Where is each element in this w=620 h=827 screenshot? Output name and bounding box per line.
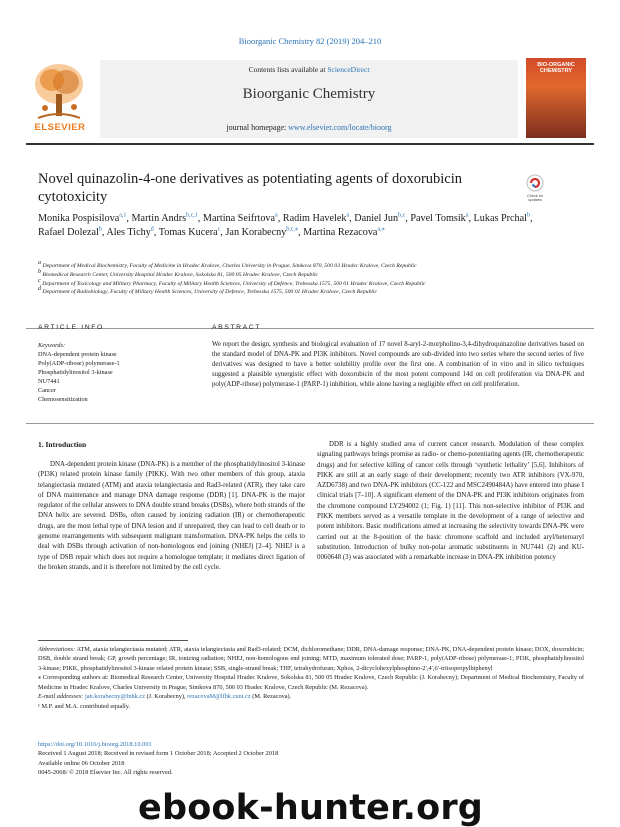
svg-text:updates: updates <box>528 198 542 202</box>
abstract-text: We report the design, synthesis and biological evaluation of 17 novel 8-aryl-2-morpholino-3,4-dihydroquinazoline derivatives based on the standard model of DNA-PK and PI3K inhibitors. Novel compounds are sub-divided into two series where the second series of five derivatives was designed to have a better solubility profile over the first one. A combination of in vitro and in silico techniques suggested a plausible synergistic effect with doxorubicin of the most potent compound 14d on cell proliferation via DNA-PK and poly(ADP-ribose) polymerase-1 (PARP-1) inhibition, while alone having a negligible effect on cell proliferation. <box>212 341 584 389</box>
author-name: Monika Pospisilova <box>38 213 120 224</box>
author-affiliation-marker[interactable]: a,1 <box>119 212 127 219</box>
email-link-2[interactable]: rezacovaM@lfhk.cuni.cz <box>187 693 251 701</box>
affiliation-marker: b <box>38 268 43 275</box>
elsevier-tree-logo-icon <box>28 58 90 130</box>
affiliation-item <box>38 262 578 271</box>
svg-text:Check for: Check for <box>526 194 544 198</box>
watermark-text: ebook-hunter.org <box>138 788 484 827</box>
email-label: E-mail addresses: <box>38 693 84 701</box>
intro-right-column <box>317 440 584 563</box>
author-affiliation-marker[interactable]: a <box>275 212 278 219</box>
author-name: Ales Tichy <box>106 226 151 238</box>
available-online: Available online 06 October 2018 <box>38 759 125 767</box>
affiliation-list <box>38 262 578 297</box>
footnotes <box>38 645 584 711</box>
journal-name: Bioorganic Chemistry <box>242 86 376 102</box>
author-name: Rafael Dolezal <box>38 226 99 238</box>
keywords-label: Keywords: <box>38 342 66 349</box>
author-name: Martina Seifrtova <box>202 213 276 224</box>
received-dates: Received 1 August 2018; Received in revised form 1 October 2018; Accepted 2 October 2018 <box>38 750 279 758</box>
author-affiliation-marker[interactable]: b <box>98 226 102 233</box>
header-divider <box>26 143 594 145</box>
author-name: Tomas Kucera <box>158 226 218 238</box>
abstract-divider <box>26 423 594 424</box>
email-name-1: (J. Korabecny), <box>146 693 186 701</box>
sciencedirect-link[interactable]: ScienceDirect <box>327 65 370 74</box>
keyword-item: Cancer <box>38 386 56 394</box>
affiliation-text: Biomedical Research Center, University Hospital Hradec Kralove, Sokolska 81, 500 05 Hradec Kralove, Czech Republic <box>42 271 319 278</box>
author-name: Martina Rezacova <box>303 226 378 238</box>
contents-prefix: Contents lists available at <box>248 65 328 74</box>
affiliation-item <box>38 288 578 297</box>
author-affiliation-marker[interactable]: b <box>527 212 531 219</box>
author-affiliation-marker[interactable]: b,c,⁎ <box>286 226 298 233</box>
keywords-box <box>38 342 188 405</box>
article-info-heading: ARTICLE INFO <box>38 324 104 331</box>
affiliations-divider <box>26 328 594 329</box>
author-affiliation-marker[interactable]: a,⁎ <box>377 226 385 233</box>
author-affiliation-marker[interactable]: b,c,1 <box>186 212 198 219</box>
affiliation-item <box>38 268 578 280</box>
article-title: Novel quinazolin-4-one derivatives as potentiating agents of doxorubicin cytotoxicity <box>38 171 463 206</box>
publisher-logo-text: ELSEVIER <box>34 122 86 133</box>
keyword-item: DNA-dependent protein kinase <box>38 350 117 358</box>
intro-paragraph-2: DDR is a highly studied area of current cancer research. Modulation of these complex signaling pathways brings promise as radio- or chemo-potentiating agents (IR, chemotherapeutic drugs) and for selective killing of cancer cells through ‘synthetic lethality’ [5,6]. Inhibitors of PIKK are still at an early stage of their development; recently two ATR inhibitors (VX-970, AZD6738) and two DNA-PK inhibitors (CC-122 and MSC2490484A) have entered into phase I clinical trials [7–10]. A significant element of the DNA-PK and PI3K inhibitors originates from the chromone compound LY294002 (1; Fig. 1) [11]. This non-selective inhibitor of PI3K and PIKK members served as a versatile template in the development of a range of selective and potent inhibitors. Basic modifications aimed at increasing the selectivity towards DNA-PK were carried out at the 8-position of the basic chromone scaffold and included aryl/heteroaryl substitution. Introduction of bulky non-polar aromatic substituents in NU7441 (2) and KU-0060648 (3) was associated with a remarkable increase in DNA-PK inhibition potency <box>317 441 584 562</box>
abbreviations-label: Abbreviations: <box>38 646 76 653</box>
homepage-link[interactable]: www.elsevier.com/locate/bioorg <box>288 123 392 132</box>
author-list: Monika Pospisilova$^{a,1}$, Martin Andrs$^{b,c,1}$, Martina Seifrtova$^a$, Radim Havelek$^a$, Daniel Jun$^{b,c}$, Pavel Tomsik$^a$, Lukas Prchal$^b$, Rafael Dolezal$^b$, Ales Tichy$^d$, Tomas Kucera$^c$, Jan Korabecny$^{b,c,⁎}$, Martina Rezacova$^{a,⁎}$ <box>38 212 533 238</box>
corresponding-footnote: ⁎ Corresponding authors at: Biomedical Research Center, University Hospital Hradec Kralove, Sokolska 81, 500 05 Hradec Kralove, Czech Republic (J. Korabecny); Department of Medical Biochemistry, Faculty of Medicine in Hradec Kralove, Charles University in Prague, Simkova 870, 500 03 Hradec Kralove, Czech Republic (M. Rezacova). <box>38 674 584 691</box>
keyword-item: Chemosensitization <box>38 395 88 403</box>
author-name: Jan Korabecny <box>225 226 287 238</box>
email-link-1[interactable]: jan.korabecny@fnhk.cz <box>85 693 145 701</box>
journal-reference[interactable]: Bioorganic Chemistry 82 (2019) 204–210 <box>238 36 382 46</box>
keyword-item: Phosphatidylinositol 3-kinase <box>38 368 113 376</box>
publication-info <box>38 740 338 777</box>
email-footnote <box>38 692 584 701</box>
author-name: Daniel Jun <box>354 213 399 224</box>
keyword-item: NU7441 <box>38 377 60 385</box>
affiliation-item <box>38 277 578 289</box>
introduction-heading: 1. Introduction <box>38 440 87 449</box>
author-name: Martin Andrs <box>131 213 187 224</box>
affiliation-text: Department of Toxicology and Military Pharmacy, Faculty of Military Health Sciences, University of Defence, Trebesska 1575, 500 01 Hradec Kralove, Czech Republic <box>42 280 426 287</box>
abbreviations-text: ATM, ataxia telangiectasia mutated; ATR, ataxia telangiectasia and Rad3-related; DCM, dichloromethane; DDR, DNA-damage response; DNA-PK, DNA-dependent protein kinase; DOX, doxorubicin; DSB, double strand break; GP, growth percentage; IR, ionizing radiation; NHEJ, non-homologous end joining; MTD, maximum tolerated dose; PARP-1, poly(ADP-ribose) polymerase-1; PI3K, phosphatidylinositol 3-kinase; PIKK, phosphatidylinositol 3-kinase related protein kinase; SSB, single-strand break; THF, tetrahydrofuran; Xphos, 2-dicyclohexylphosphino-2′,4′,6′-triisopropylbiphenyl <box>38 646 584 672</box>
author-name: Pavel Tomsik <box>410 213 466 224</box>
footnote-divider <box>38 640 188 641</box>
contents-line <box>100 65 518 74</box>
affiliation-text: Department of Radiobiology, Faculty of Military Health Sciences, University of Defence, Trebesska 1575, 500 01 Hradec Kralove, Czech Republic <box>42 289 377 296</box>
copyright: 0045-2068/ © 2018 Elsevier Inc. All rights reserved. <box>38 768 173 776</box>
author-affiliation-marker[interactable]: a <box>465 212 469 219</box>
doi-link[interactable]: https://doi.org/10.1016/j.bioorg.2018.10.001 <box>38 741 152 748</box>
affiliation-marker: c <box>38 277 43 284</box>
author-affiliation-marker[interactable]: c <box>217 226 221 233</box>
author-affiliation-marker[interactable]: a <box>346 212 350 219</box>
keywords-list <box>38 351 188 405</box>
affiliation-marker: d <box>38 286 43 293</box>
author-name: Lukas Prchal <box>473 213 528 224</box>
equal-contribution-footnote: ¹ M.P. and M.A. contributed equally. <box>38 702 131 710</box>
check-for-updates-icon[interactable] <box>520 172 550 202</box>
author-name: Radim Havelek <box>282 213 347 224</box>
keyword-item: Poly(ADP-ribose) polymerase-1 <box>38 359 120 367</box>
author-affiliation-marker[interactable]: b,c <box>398 212 406 219</box>
abbreviations-footnote <box>38 645 584 673</box>
abstract-heading: ABSTRACT <box>212 324 262 331</box>
author-affiliation-marker[interactable]: d <box>150 226 154 233</box>
cover-title: BIO-ORGANIC CHEMISTRY <box>537 62 575 75</box>
affiliation-marker: a <box>38 260 43 267</box>
intro-paragraph-1: DNA-dependent protein kinase (DNA-PK) is a member of the phosphatidylinositol 3-kinase (PI3K) related protein kinase family (PIKK). With two other members of this group, ataxia telangiectasia mutated (ATM) and ataxia telangiectasia and Rad3-related (ATR), they take care of DNA maintenance and manage DNA damage response (DDR) [1]. DNA-PK is the major regulator of the cellular answers to DNA double strand breaks (DSBs), where both strands of the DNA helix are severed. DSBs, often caused by ionizing radiation (IR) or chemotherapeutic drugs, are the most lethal type of DNA lesion and if unrepaired, they can lead to cell death or to genome rearrangements with subsequent malignant transformation. DNA-PK helps the cells to deal with DSBs through activation of non-homologous end joining (NHEJ) [2–4]. NHEJ is a type of DSB repair which does not require a homologue template; it mediates direct ligation of the broken strands, and it is therefore not limited by the cell cycle. <box>38 461 305 571</box>
affiliation-text: Department of Medical Biochemistry, Faculty of Medicine in Hradec Kralove, Charles University in Prague, Simkova 870, 500 03 Hradec Kralove, Czech Republic <box>42 263 417 269</box>
homepage-line <box>100 123 518 132</box>
email-name-2: (M. Rezacova). <box>252 693 292 701</box>
homepage-prefix: journal homepage: <box>226 123 289 132</box>
intro-left-column <box>38 460 305 573</box>
